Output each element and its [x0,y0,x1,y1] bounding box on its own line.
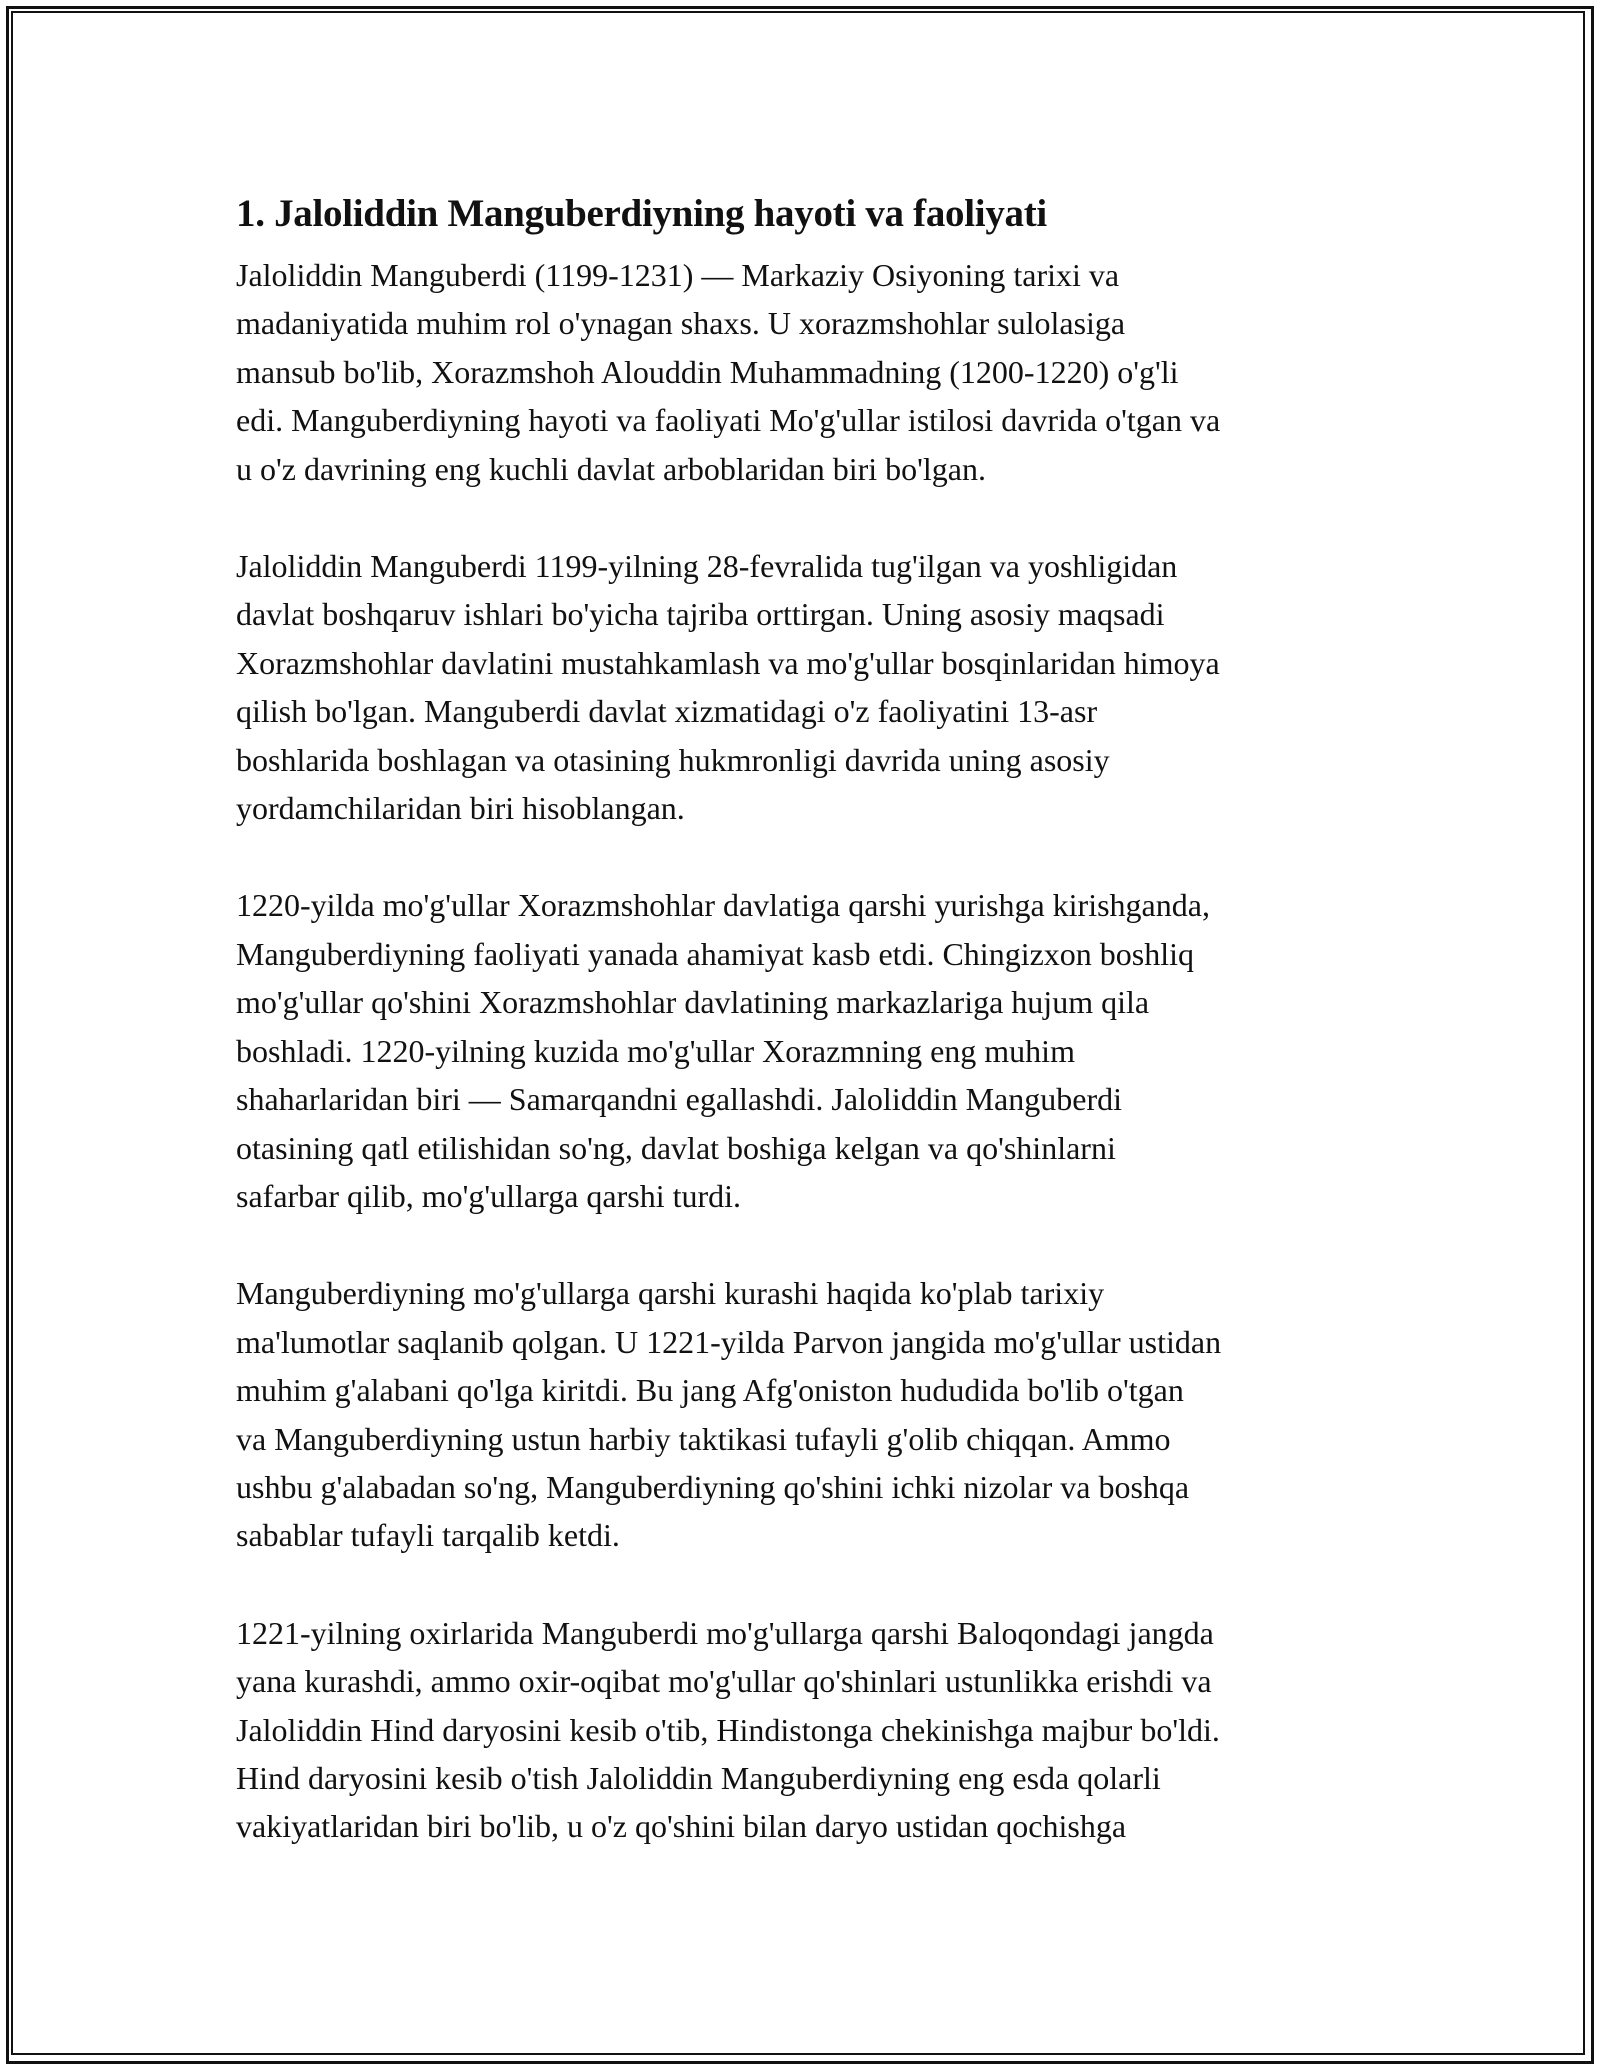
text-line: ushbu g'alabadan so'ng, Manguberdiyning qo'shini ichki nizolar va boshqa [236,1468,1190,1505]
text-line: shaharlaridan biri — Samarqandni egallashdi. Jaloliddin Manguberdi [236,1081,1122,1118]
text-line: Manguberdiyning mo'g'ullarga qarshi kurashi haqida ko'plab tarixiy [236,1275,1105,1312]
paragraph [236,251,1366,493]
text-line: madaniyatida muhim rol o'ynagan shaxs. U xorazmshohlar sulolasiga [236,305,1126,342]
text-line: va Manguberdiyning ustun harbiy taktikasi tufayli g'olib chiqqan. Ammo [236,1420,1171,1457]
paragraph [236,542,1366,832]
text-line: u o'z davrining eng kuchli davlat arboblaridan biri bo'lgan. [236,450,986,487]
paragraph [236,881,1366,1220]
text-line: edi. Manguberdiyning hayoti va faoliyati Mo'g'ullar istilosi davrida o'tgan va [236,402,1221,439]
text-line: Manguberdiyning faoliyati yanada ahamiyat kasb etdi. Chingizxon boshliq [236,935,1195,972]
text-line: sabablar tufayli tarqalib ketdi. [236,1517,620,1554]
text-line: qilish bo'lgan. Manguberdi davlat xizmatidagi o'z faoliyatini 13-asr [236,693,1098,730]
text-line: yana kurashdi, ammo oxir-oqibat mo'g'ullar qo'shinlari ustunlikka erishdi va [236,1663,1212,1700]
text-line: 1221-yilning oxirlarida Manguberdi mo'g'ullarga qarshi Baloqondagi jangda [236,1614,1214,1651]
text-line: muhim g'alabani qo'lga kiritdi. Bu jang Afg'oniston hududida bo'lib o'tgan [236,1372,1184,1409]
section-heading: 1. Jaloliddin Manguberdiyning hayoti va faoliyati [236,192,1047,235]
text-line: boshladi. 1220-yilning kuzida mo'g'ullar Xorazmning eng muhim [236,1032,1075,1069]
text-line: otasining qatl etilishidan so'ng, davlat boshiga kelgan va qo'shinlarni [236,1129,1116,1166]
paragraph-list [236,251,1366,1851]
paragraph [236,1269,1366,1559]
text-line: safarbar qilib, mo'g'ullarga qarshi turdi. [236,1177,742,1214]
text-line: mansub bo'lib, Xorazmshoh Alouddin Muhammadning (1200-1220) o'g'li [236,353,1179,390]
text-line: ma'lumotlar saqlanib qolgan. U 1221-yilda Parvon jangida mo'g'ullar ustidan [236,1323,1222,1360]
document-body [236,188,1366,1900]
text-line: mo'g'ullar qo'shini Xorazmshohlar davlatining markazlariga hujum qila [236,984,1150,1021]
text-line: Hind daryosini kesib o'tish Jaloliddin Manguberdiyning eng esda qolarli [236,1759,1161,1796]
text-line: vakiyatlaridan biri bo'lib, u o'z qo'shini bilan daryo ustidan qochishga [236,1808,1127,1845]
text-line: davlat boshqaruv ishlari bo'yicha tajriba orttirgan. Uning asosiy maqsadi [236,596,1165,633]
text-line: boshlarida boshlagan va otasining hukmronligi davrida uning asosiy [236,741,1110,778]
text-line: 1220-yilda mo'g'ullar Xorazmshohlar davlatiga qarshi yurishga kirishganda, [236,887,1210,924]
text-line: Xorazmshohlar davlatini mustahkamlash va mo'g'ullar bosqinlaridan himoya [236,644,1220,681]
text-line: yordamchilaridan biri hisoblangan. [236,790,685,827]
text-line: Jaloliddin Hind daryosini kesib o'tib, Hindistonga chekinishga majbur bo'ldi. [236,1711,1220,1748]
text-line: Jaloliddin Manguberdi 1199-yilning 28-fevralida tug'ilgan va yoshligidan [236,548,1178,585]
text-line: Jaloliddin Manguberdi (1199-1231) — Markaziy Osiyoning tarixi va [236,257,1120,293]
paragraph [236,1609,1366,1851]
